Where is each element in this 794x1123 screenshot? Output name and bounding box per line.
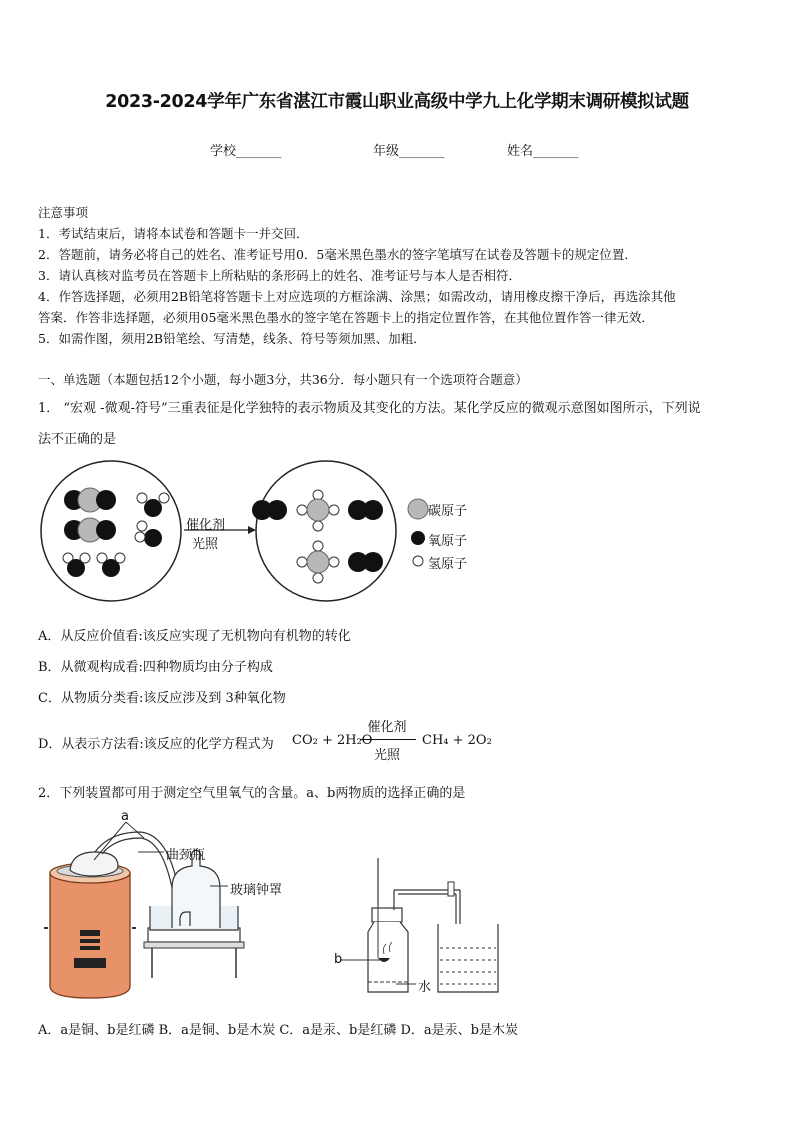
apparatus-jar bbox=[332, 856, 512, 996]
legend-hydrogen: 氢原子 bbox=[428, 557, 468, 572]
q1-option-d[interactable] bbox=[38, 733, 274, 752]
reactants-circle bbox=[41, 461, 181, 601]
name-field[interactable]: 姓名_______ bbox=[507, 144, 579, 159]
arrow-condition-bottom: 光照 bbox=[192, 537, 219, 552]
grade-field[interactable]: 年级_______ bbox=[373, 144, 445, 159]
apparatus-retort bbox=[40, 808, 310, 1003]
q1-stem-cont: 法不正确的是 bbox=[38, 432, 117, 447]
note-item: 5．如需作图，须用2B铅笔绘、写清楚，线条、符号等须加黑、加粗． bbox=[38, 331, 426, 346]
legend-carbon: 碳原子 bbox=[428, 504, 468, 519]
page-title: 2023-2024学年广东省湛江市霞山职业高级中学九上化学期末调研模拟试题 bbox=[105, 92, 689, 112]
note-item: 2．答题前，请务必将自己的姓名、准考证号用0．5毫米黑色墨水的签字笔填写在试卷及答题卡的规定位置． bbox=[38, 247, 637, 262]
section-heading: 一、单选题（本题包括12个小题，每小题3分，共36分．每小题只有一个选项符合题意） bbox=[38, 372, 528, 387]
note-item: 答案．作答非选择题，必须用05毫米黑色墨水的签字笔在答题卡上的指定位置作答，在其他位置作答一律无效． bbox=[38, 310, 654, 325]
equation-bar bbox=[360, 739, 416, 740]
q2-stem: 2．下列装置都可用于测定空气里氧气的含量。a、b两物质的选择正确的是 bbox=[38, 786, 466, 801]
note-item: 1．考试结束后，请将本试卷和答题卡一并交回． bbox=[38, 226, 309, 241]
school-field[interactable]: 学校_______ bbox=[210, 144, 282, 159]
note-item: 3．请认真核对监考员在答题卡上所粘贴的条形码上的姓名、准考证号与本人是否相符． bbox=[38, 268, 521, 283]
label-water: 水 bbox=[418, 980, 432, 995]
q1-option-b[interactable]: B．从微观构成看:四种物质均由分子构成 bbox=[38, 660, 273, 675]
note-item: 4．作答选择题，必须用2B铅笔将答题卡上对应选项的方框涂满、涂黑；如需改动，请用橡皮擦干净后，再选涂其他 bbox=[38, 289, 676, 304]
equation-condition-bottom: 光照 bbox=[373, 748, 400, 763]
label-flask: 曲颈瓶 bbox=[166, 848, 206, 863]
equation-left: CO₂ + 2H₂O bbox=[292, 733, 373, 748]
products-circle bbox=[252, 461, 396, 601]
q1-option-d-prefix: D．从表示方法看:该反应的化学方程式为 bbox=[38, 737, 274, 752]
reaction-diagram bbox=[38, 458, 478, 608]
q2-options[interactable]: A．a是铜、b是红磷 B．a是铜、b是木炭 C．a是汞、b是红磷 D．a是汞、b是木炭 bbox=[38, 1023, 518, 1038]
arrow-condition-top: 催化剂 bbox=[186, 518, 226, 533]
notes-heading: 注意事项 bbox=[38, 205, 89, 220]
equation-right: CH₄ + 2O₂ bbox=[422, 733, 492, 748]
label-b: b bbox=[334, 952, 343, 967]
legend-oxygen: 氧原子 bbox=[428, 534, 468, 549]
q1-option-a[interactable]: A．从反应价值看:该反应实现了无机物向有机物的转化 bbox=[38, 629, 351, 644]
q1-option-c[interactable]: C．从物质分类看:该反应涉及到 3种氧化物 bbox=[38, 691, 286, 706]
legend-swatches bbox=[408, 499, 428, 566]
label-bell-jar: 玻璃钟罩 bbox=[230, 883, 283, 898]
label-a: a bbox=[121, 809, 129, 824]
q1-stem: 1． “宏观 -微观-符号”三重表征是化学独特的表示物质及其变化的方法。某化学反应的微观示意图如图所示，下列说 bbox=[38, 401, 701, 416]
equation-condition-top: 催化剂 bbox=[367, 720, 407, 735]
